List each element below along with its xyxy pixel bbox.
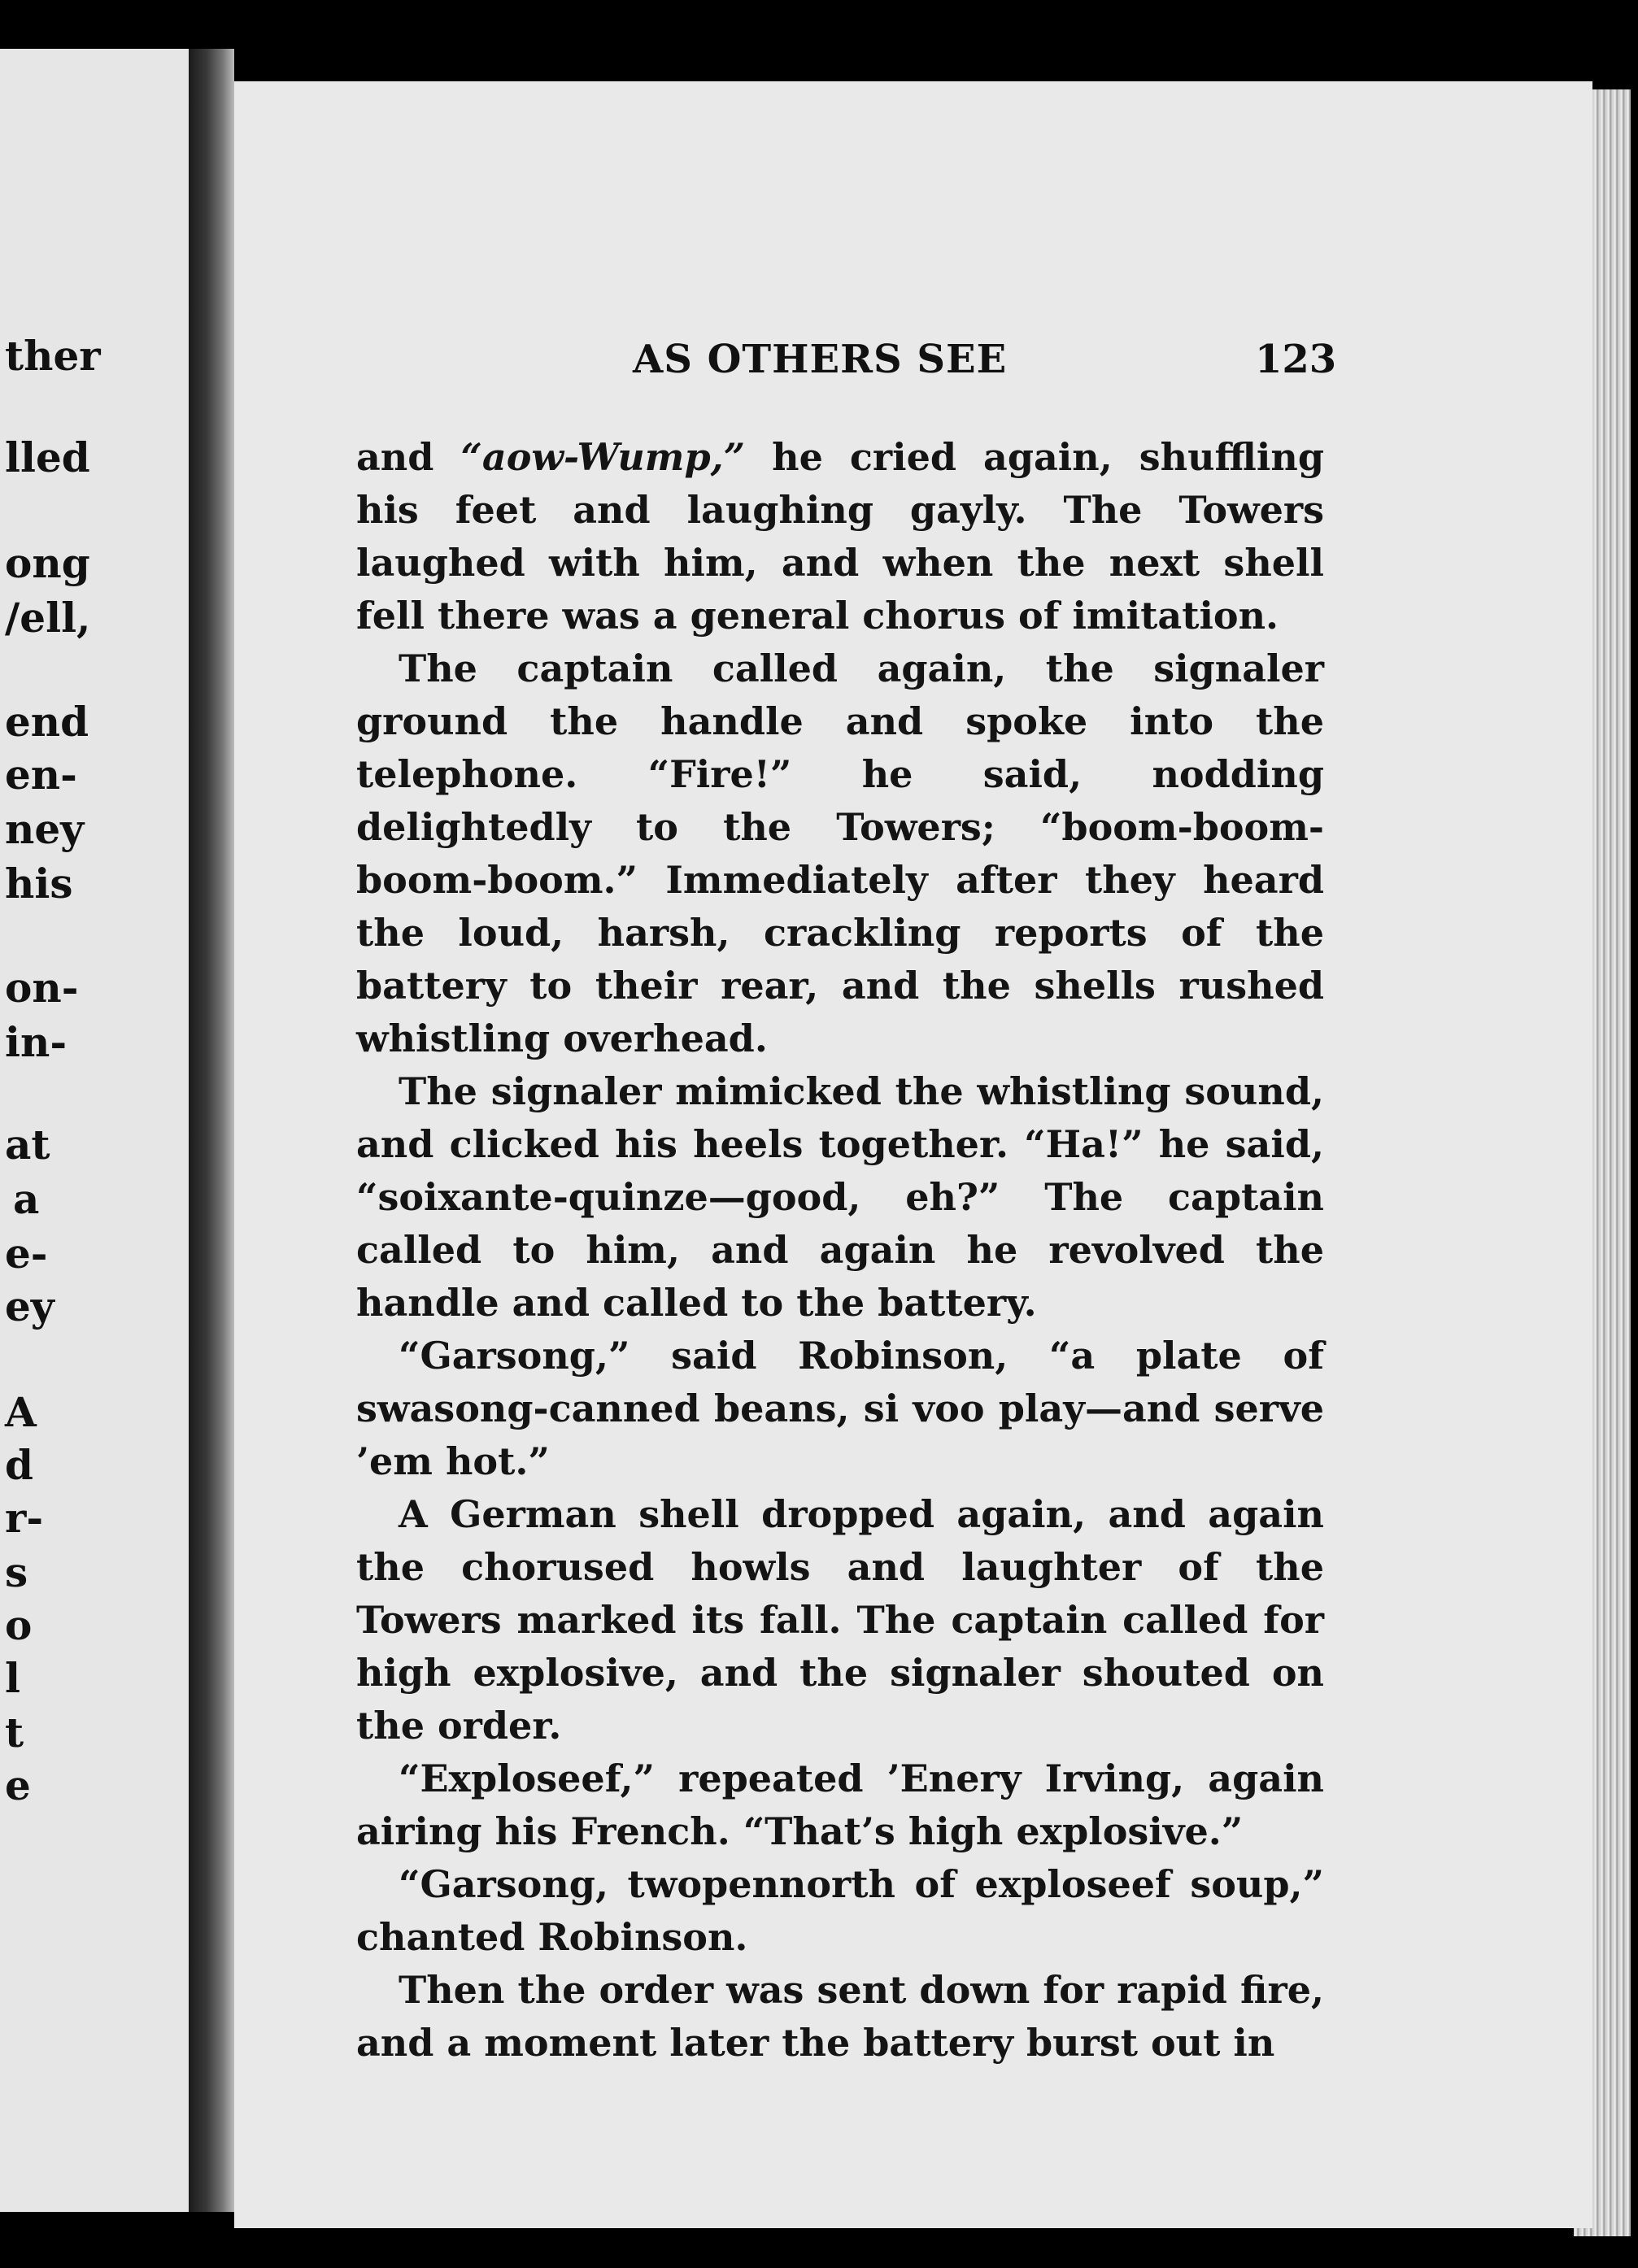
left-page-text: ey	[5, 1282, 54, 1330]
book-gutter-shadow	[189, 49, 234, 2212]
left-page-text: end	[5, 698, 89, 746]
page-body	[356, 431, 1324, 2070]
left-page-text: o	[5, 1601, 33, 1649]
left-page-text: e-	[5, 1230, 48, 1278]
left-page-text: en-	[5, 751, 77, 799]
left-page-text: on-	[5, 964, 79, 1012]
left-page-text: lled	[5, 433, 90, 481]
paragraph: The signaler mimicked the whistling sound, and clicked his heels together. “Ha!” he said, “soixante-quinze—good, eh?” The captain called to him, and again he revolved the handle and called to the battery.	[356, 1069, 1324, 1325]
paragraph: “Garsong,” said Robinson, “a plate of swasong-canned beans, si voo play—and serve ’em hot.”	[356, 1334, 1324, 1483]
paragraph: Then the order was sent down for rapid fire, and a moment later the battery burst out in	[356, 1968, 1324, 2065]
running-header	[234, 337, 1592, 394]
running-title: AS OTHERS SEE	[633, 337, 1008, 382]
paragraph: The captain called again, the signaler ground the handle and spoke into the telephone. “Fire!” he said, nodding delightedly to the Towers; “boom-boom-boom-boom.” Immediately after they heard the loud, harsh, crackling reports of the battery to their rear, and the shells rushed whistling overhead.	[356, 646, 1324, 1060]
left-page-text: d	[5, 1441, 33, 1489]
left-page-fragment	[0, 49, 189, 2212]
left-page-text: at	[5, 1121, 50, 1169]
book-page	[234, 81, 1592, 2228]
left-page-text: e	[5, 1761, 31, 1809]
paragraph-text: and	[356, 435, 461, 479]
paragraph: “Garsong, twopennorth of exploseef soup,” chanted Robinson.	[356, 1862, 1324, 1959]
paragraph	[356, 431, 1324, 642]
left-page-text: A	[5, 1388, 37, 1436]
paragraph-text: he cried again, shuffling his feet and laughing gayly. The Towers laughed with him, and when the next shell fell there was a general chorus of imitation.	[356, 435, 1324, 638]
left-page-text: ong	[5, 539, 90, 587]
left-page-text: in-	[5, 1018, 68, 1066]
left-page-text: a	[13, 1175, 40, 1223]
left-page-text: his	[5, 860, 73, 908]
italic-quote: “aow-Wump,”	[460, 435, 746, 479]
left-page-text: ney	[5, 805, 85, 853]
left-page-text: t	[5, 1709, 24, 1757]
left-page-text: s	[5, 1548, 28, 1596]
left-page-text: /ell,	[5, 594, 91, 642]
paragraph: “Exploseef,” repeated ’Enery Irving, again airing his French. “That’s high explosive.”	[356, 1757, 1324, 1853]
page-number: 123	[1255, 337, 1337, 382]
left-page-text: l	[5, 1654, 20, 1702]
paragraph: A German shell dropped again, and again the chorused howls and laughter of the Towers marked its fall. The captain called for high explosive, and the signaler shouted on the order.	[356, 1492, 1324, 1748]
left-page-text: ther	[5, 332, 101, 380]
left-page-text: r-	[5, 1494, 44, 1542]
